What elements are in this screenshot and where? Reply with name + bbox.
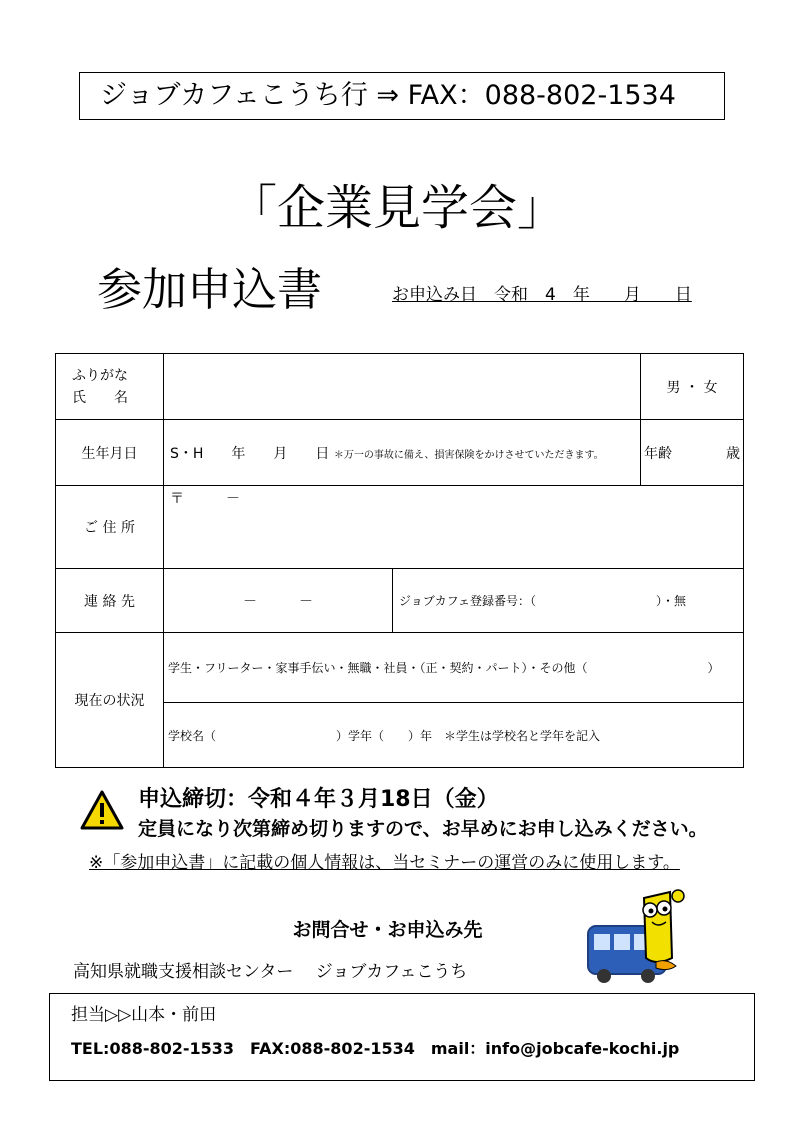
inquiry-heading: お問合せ・お申込み先 [292,919,483,941]
page-title: 「企業見学会」 [228,180,565,236]
registration-number: ジョブカフェ登録番号：（ ）・無 [399,594,687,608]
registration-cell[interactable] [393,569,744,633]
age-cell[interactable] [641,420,744,486]
deadline-main: 申込締切：令和４年３月18日（金） [138,787,499,812]
contact-label: 連 絡 先 [56,569,164,633]
status-label: 現在の状況 [56,633,164,768]
fax-header-box [79,72,725,120]
application-date: お申込み日 令和 4 年 月 日 [392,285,692,305]
staff-names: 担当▷▷山本・前田 [71,1005,217,1025]
name-row [56,354,744,420]
deadline-sub: 定員になり次第締め切りますので、お早めにお申し込みください。 [138,818,708,840]
name-label: 氏 名 [72,389,128,406]
insurance-note: ＊万一の事故に備え、損害保険をかけさせていただきます。 [333,449,604,461]
birth-input-cell[interactable] [164,420,641,486]
birth-era: S・H 年 月 日 [170,445,330,462]
phone-dashes: － － [243,593,313,610]
gender-choice: 男 ・ 女 [666,379,718,396]
warning-icon [80,790,124,830]
age-unit: 歳 [726,445,740,462]
page-subtitle: 参加申込書 [97,263,323,316]
furigana-label: ふりがな [72,367,128,384]
center-name: 高知県就職支援相談センター ジョブカフェこうち [73,962,468,982]
status-options: 学生・フリーター・家事手伝い・無職・社員・（正・契約・パート）・その他（ ） [168,661,720,675]
gender-cell[interactable] [641,354,744,420]
mascot-bus-icon [586,888,698,988]
school-cell[interactable] [164,703,744,768]
birth-label: 生年月日 [56,420,164,486]
birth-row [56,420,744,486]
contact-row [56,569,744,633]
phone-input-cell[interactable] [164,569,393,633]
name-input-cell[interactable] [164,354,641,420]
application-form [55,353,744,768]
postal-mark: 〒 － [170,491,240,507]
age-label: 年齢 [644,445,672,462]
address-label: ご 住 所 [56,486,164,569]
status-options-cell[interactable] [164,633,744,703]
name-label-cell [56,354,164,420]
privacy-note: ※「参加申込書」に記載の個人情報は、当セミナーの運営のみに使用します。 [89,853,680,873]
status-row [56,633,744,703]
contact-numbers: TEL:088-802-1533 FAX:088-802-1534 mail：info@jobcafe-kochi.jp [71,1039,680,1058]
fax-line: ジョブカフェこうち行 ⇒ FAX：088-802-1534 [100,80,676,111]
address-input-cell[interactable] [164,486,744,569]
address-row [56,486,744,569]
school-line: 学校名（ ）学年（ ）年 ＊学生は学校名と学年を記入 [168,728,601,743]
